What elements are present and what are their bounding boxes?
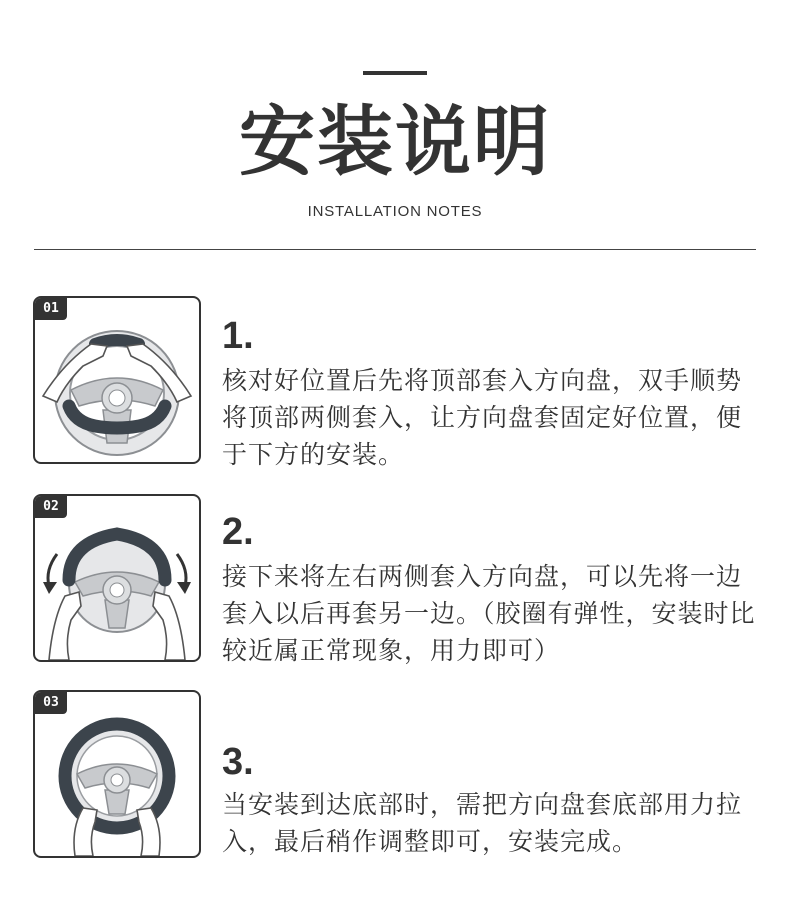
step-3-badge: 03: [35, 692, 67, 714]
step-1-text: 核对好位置后先将顶部套入方向盘，双手顺势将顶部两侧套入，让方向盘套固定好位置，便于下方的安装。: [222, 366, 743, 469]
header-dash: [363, 71, 427, 75]
steering-wheel-bottom-install-illustration: [35, 692, 199, 856]
step-2-badge: 02: [35, 496, 67, 518]
step-1-number: 1.: [222, 315, 254, 357]
step-3-number: 3.: [222, 741, 254, 783]
step-1-illustration-card: [33, 296, 201, 464]
step-3-illustration-card: [33, 690, 201, 858]
header-divider: [34, 249, 756, 250]
step-2-illustration-card: [33, 494, 201, 662]
step-3-text: 当安装到达底部时，需把方向盘套底部用力拉入，最后稍作调整即可，安装完成。: [222, 790, 743, 856]
page-subtitle: INSTALLATION NOTES: [307, 203, 483, 220]
step-2-text: 接下来将左右两侧套入方向盘，可以先将一边套入以后再套另一边。（胶圈有弹性，安装时比较近属正常现象，用力即可）: [222, 562, 756, 665]
step-1-badge: 01: [35, 298, 67, 320]
steering-wheel-top-install-illustration: [35, 298, 199, 462]
steering-wheel-sides-install-illustration: [35, 496, 199, 660]
step-2-number: 2.: [222, 511, 254, 553]
page-title: 安装说明: [239, 97, 551, 186]
